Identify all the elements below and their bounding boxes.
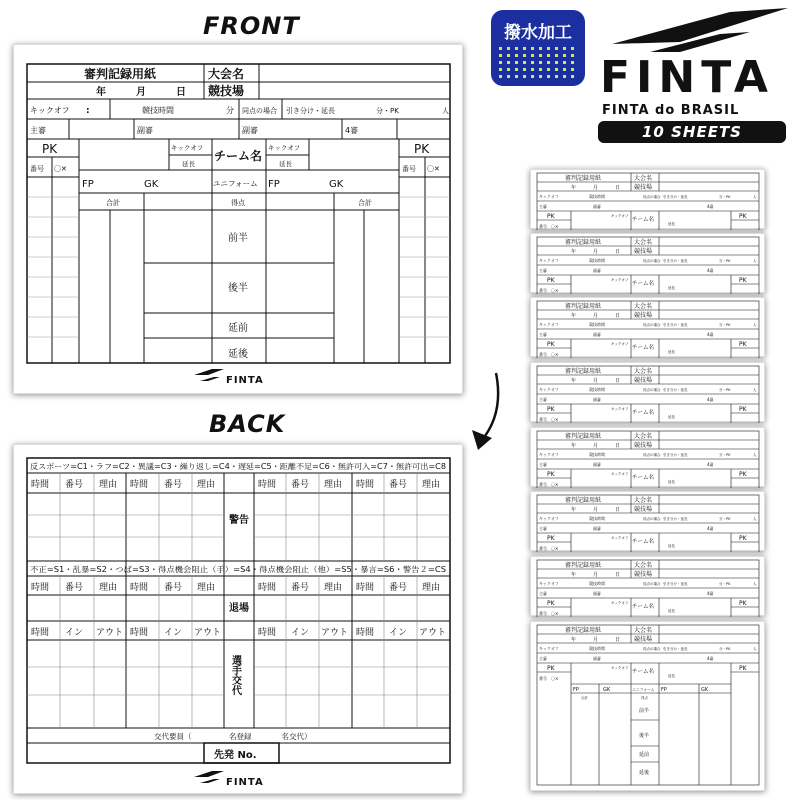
stack-fourth: 4審 (707, 526, 714, 531)
stack-title-right: 大会名 (634, 239, 653, 246)
front-heading: FRONT (203, 12, 300, 40)
stack-day: 日 (615, 572, 621, 578)
caution-codes: 反スポーツ=C1・ラフ=C2・異議=C3・繰り返し=C4・遅延=C5・距離不足=C6・無許可入=C7・無許可出=C8 (30, 462, 420, 471)
stack-year: 年 (571, 443, 577, 449)
stack-venue: 競技場 (634, 377, 653, 384)
back-number-6: 番号 (164, 583, 183, 593)
front-score: 得点 (231, 199, 245, 207)
stack-title-right: 大会名 (634, 497, 653, 504)
stack-assistant: 副審 (593, 268, 601, 273)
stack-number: 番号 (539, 352, 547, 357)
front-second-half: 後半 (228, 283, 248, 294)
stack-ox: 〇✕ (551, 417, 559, 422)
back-number-5: 番号 (65, 583, 84, 593)
stack-ox: 〇✕ (551, 676, 559, 681)
front-team-name: チーム名 (214, 149, 263, 163)
stack-pk-right: PK (739, 471, 747, 478)
stack-draw-ext: 引き分け・延長 (663, 582, 688, 586)
stack-assistant: 副審 (593, 591, 601, 596)
stack-pk-left: PK (547, 341, 555, 348)
front-extension-left: 延長 (182, 160, 195, 168)
stack-day: 日 (615, 443, 621, 449)
stack-pk-left: PK (547, 535, 555, 542)
stack-draw-ext: 引き分け・延長 (663, 323, 688, 327)
stack-tie-case: 同点の場合 (643, 453, 661, 457)
stack-title-right: 大会名 (634, 433, 653, 440)
stack-title-left: 審判記録用紙 (565, 175, 602, 182)
stack-pk-left: PK (547, 406, 555, 413)
stack-title-left: 審判記録用紙 (565, 368, 602, 375)
stack-fourth: 4審 (707, 656, 714, 661)
stack-title-left: 審判記録用紙 (565, 627, 602, 634)
starting-no: 先発 No. (214, 750, 257, 761)
front-ext-first: 延前 (228, 323, 248, 334)
front-kickoff-right: キックオフ (268, 144, 301, 152)
stack-number: 番号 (539, 676, 547, 681)
stack-extension: 延長 (668, 544, 675, 548)
stack-month: 月 (593, 572, 599, 578)
stack-pk-left: PK (547, 665, 555, 672)
stack-people: 人 (753, 259, 757, 263)
stack-fourth: 4審 (707, 462, 714, 467)
stack-draw-ext: 引き分け・延長 (663, 259, 688, 263)
stack-fourth: 4審 (707, 332, 714, 337)
stack-kickoff: キックオフ (539, 516, 559, 521)
stack-kickoff: キックオフ (539, 452, 559, 457)
stack-team-name: チーム名 (632, 539, 655, 545)
stack-score: 得点 (641, 696, 648, 700)
stack-extension: 延長 (668, 415, 675, 419)
stack-pk-right: PK (739, 600, 747, 607)
stack-venue: 競技場 (634, 442, 653, 449)
stack-pk-text: 分・PK (719, 259, 731, 263)
stack-referee: 主審 (539, 204, 547, 209)
stack-team-name: チーム名 (632, 217, 655, 223)
front-ext-second: 延後 (228, 349, 248, 360)
stack-year: 年 (571, 185, 577, 191)
stack-year: 年 (571, 249, 577, 255)
stack-fourth: 4審 (707, 268, 714, 273)
front-people: 人 (442, 107, 449, 115)
stack-kickoff: キックオフ (539, 194, 559, 199)
stack-pk-left: PK (547, 471, 555, 478)
stack-pk-right: PK (739, 535, 747, 542)
back-time-6: 時間 (130, 583, 149, 593)
back-reason-4: 理由 (422, 480, 441, 490)
stack-people: 人 (753, 647, 757, 651)
front-month: 月 (136, 87, 146, 98)
stack-year: 年 (571, 378, 577, 384)
stack-title-right: 大会名 (634, 627, 653, 634)
back-time-3: 時間 (258, 480, 277, 490)
back-number-8: 番号 (389, 583, 408, 593)
stack-first-half: 前半 (639, 708, 650, 714)
brand-subtitle: FINTA do BRASIL (602, 103, 740, 118)
stack-title-left: 審判記録用紙 (565, 433, 602, 440)
back-heading: BACK (209, 410, 286, 438)
stack-title-left: 審判記録用紙 (565, 497, 602, 504)
back-sub-out-2: アウト (194, 628, 222, 638)
back-logo-text: FINTA (226, 777, 264, 788)
stack-pk-text: 分・PK (719, 195, 731, 199)
stacked-sheet (530, 621, 765, 791)
stack-match-time: 競技時間 (589, 516, 605, 521)
stack-match-time: 競技時間 (589, 387, 605, 392)
front-assistant2: 副審 (242, 126, 258, 135)
stack-number: 番号 (539, 611, 547, 616)
stack-draw-ext: 引き分け・延長 (663, 517, 688, 521)
stack-pk-text: 分・PK (719, 388, 731, 392)
front-pk-left: PK (42, 142, 58, 156)
front-extension-right: 延長 (279, 160, 292, 168)
stack-match-time: 競技時間 (589, 258, 605, 263)
front-venue: 競技場 (208, 84, 245, 98)
stack-people: 人 (753, 323, 757, 327)
back-sub-time-2: 時間 (130, 628, 149, 638)
front-match-time: 競技時間 (142, 106, 174, 115)
front-pk-right: PK (414, 142, 430, 156)
stack-kickoff: キックオフ (539, 258, 559, 263)
front-fp-left: FP (82, 179, 94, 190)
stack-venue: 競技場 (634, 636, 653, 643)
stack-assistant: 副審 (593, 332, 601, 337)
stack-total: 合計 (581, 696, 588, 700)
stack-title-right: 大会名 (634, 562, 653, 569)
sheets-count: 10 SHEETS (598, 121, 786, 143)
stack-ox: 〇✕ (551, 546, 559, 551)
back-time-8: 時間 (356, 583, 375, 593)
stack-day: 日 (615, 185, 621, 191)
arrow-icon (466, 368, 506, 458)
front-gk-right: GK (329, 179, 344, 190)
stack-match-time: 競技時間 (589, 646, 605, 651)
front-year: 年 (96, 87, 106, 98)
stack-ext-second: 延後 (639, 770, 650, 776)
stack-month: 月 (593, 313, 599, 319)
stack-match-time: 競技時間 (589, 194, 605, 199)
stack-tie-case: 同点の場合 (643, 195, 661, 199)
back-reason-3: 理由 (324, 480, 343, 490)
stack-kickoff-small: キックオフ (611, 601, 629, 605)
stack-tie-case: 同点の場合 (643, 517, 661, 521)
stack-day: 日 (615, 249, 621, 255)
front-title-left: 審判記録用紙 (84, 67, 157, 81)
stack-assistant: 副審 (593, 204, 601, 209)
stack-ox: 〇✕ (551, 288, 559, 293)
front-total-left: 合計 (106, 199, 120, 207)
stack-month: 月 (593, 378, 599, 384)
stack-match-time: 競技時間 (589, 581, 605, 586)
back-sub-time-3: 時間 (258, 628, 277, 638)
stack-draw-ext: 引き分け・延長 (663, 453, 688, 457)
stack-title-right: 大会名 (634, 368, 653, 375)
stack-people: 人 (753, 388, 757, 392)
stack-title-left: 審判記録用紙 (565, 239, 602, 246)
stack-ext-first: 延前 (639, 752, 650, 758)
stack-pk-right: PK (739, 277, 747, 284)
stacked-sheet (530, 556, 765, 616)
back-sheet-drawing (14, 445, 464, 795)
stack-ox: 〇✕ (551, 482, 559, 487)
stack-month: 月 (593, 507, 599, 513)
back-reason-1: 理由 (99, 480, 118, 490)
front-gk-left: GK (144, 179, 159, 190)
stack-extension: 延長 (668, 286, 675, 290)
back-reason-6: 理由 (197, 583, 216, 593)
stack-kickoff-small: キックオフ (611, 666, 629, 670)
stack-people: 人 (753, 453, 757, 457)
stack-team-name: チーム名 (632, 604, 655, 610)
stack-assistant: 副審 (593, 526, 601, 531)
stack-month: 月 (593, 637, 599, 643)
stack-team-name: チーム名 (632, 475, 655, 481)
stack-assistant: 副審 (593, 656, 601, 661)
front-pk-people: 分・PK (376, 107, 399, 115)
stack-gk: GK (603, 687, 611, 693)
front-number-right: 番号 (402, 165, 416, 173)
stack-kickoff-small: キックオフ (611, 536, 629, 540)
front-assistant: 副審 (137, 126, 153, 135)
front-finta-logo (194, 369, 264, 386)
back-reason-7: 理由 (324, 583, 343, 593)
back-number-1: 番号 (65, 480, 84, 490)
stack-tie-case: 同点の場合 (643, 323, 661, 327)
stack-pk-right: PK (739, 213, 747, 220)
stack-kickoff-small: キックオフ (611, 472, 629, 476)
front-uniform: ユニフォーム (213, 179, 258, 188)
stack-fourth: 4審 (707, 397, 714, 402)
front-total-right: 合計 (358, 199, 372, 207)
back-substitution-label: 選手交代 (229, 655, 241, 695)
stack-kickoff-small: キックオフ (611, 342, 629, 346)
stacked-sheet (530, 169, 765, 229)
stack-pk-text: 分・PK (719, 582, 731, 586)
stack-day: 日 (615, 507, 621, 513)
stack-extension: 延長 (668, 609, 675, 613)
stack-pk-text: 分・PK (719, 517, 731, 521)
stack-month: 月 (593, 443, 599, 449)
stack-kickoff: キックオフ (539, 581, 559, 586)
stack-extension: 延長 (668, 222, 675, 226)
back-sendoff-label: 退場 (229, 603, 249, 614)
stack-kickoff: キックオフ (539, 646, 559, 651)
stack-kickoff-small: キックオフ (611, 278, 629, 282)
front-ox-left: 〇✕ (54, 165, 67, 173)
back-finta-logo (194, 771, 264, 788)
back-reason-5: 理由 (99, 583, 118, 593)
stack-people: 人 (753, 195, 757, 199)
stack-year: 年 (571, 507, 577, 513)
stack-referee: 主審 (539, 268, 547, 273)
back-time-5: 時間 (31, 583, 50, 593)
stack-referee: 主審 (539, 591, 547, 596)
front-sheet (13, 44, 463, 394)
stack-second-half: 後半 (639, 733, 650, 739)
stack-pk-right: PK (739, 341, 747, 348)
water-repellent-badge (491, 10, 585, 86)
stack-extension: 延長 (668, 350, 675, 354)
stack-draw-ext: 引き分け・延長 (663, 647, 688, 651)
brand-name: FINTA (600, 52, 774, 103)
stack-pk-right: PK (739, 406, 747, 413)
back-reason-8: 理由 (422, 583, 441, 593)
stack-year: 年 (571, 572, 577, 578)
stack-team-name: チーム名 (632, 410, 655, 416)
front-day: 日 (176, 87, 186, 98)
front-kickoff-left: キックオフ (171, 144, 204, 152)
back-number-2: 番号 (164, 480, 183, 490)
stack-people: 人 (753, 582, 757, 586)
stack-kickoff: キックオフ (539, 387, 559, 392)
stack-tie-case: 同点の場合 (643, 582, 661, 586)
stack-uniform: ユニフォーム (632, 687, 655, 692)
stack-year: 年 (571, 637, 577, 643)
stack-referee: 主審 (539, 462, 547, 467)
front-kickoff: キックオフ (30, 106, 70, 115)
stacked-sheet (530, 427, 765, 487)
stack-title-left: 審判記録用紙 (565, 562, 602, 569)
front-logo-text: FINTA (226, 375, 264, 386)
stack-pk-text: 分・PK (719, 323, 731, 327)
front-number-left: 番号 (30, 165, 44, 173)
back-reason-2: 理由 (197, 480, 216, 490)
sub-staff: 交代要員（ 名登録 名交代） (154, 732, 312, 741)
stacked-sheet (530, 233, 765, 293)
back-sub-out-1: アウト (96, 628, 124, 638)
front-minutes: 分 (226, 106, 234, 115)
front-draw-ext: 引き分け・延長 (286, 107, 335, 115)
stack-assistant: 副審 (593, 462, 601, 467)
back-sub-in-3: イン (291, 628, 310, 638)
stack-gk-right: GK (701, 687, 709, 693)
back-time-4: 時間 (356, 480, 375, 490)
stack-team-name: チーム名 (632, 281, 655, 287)
back-sheet (13, 444, 463, 794)
stack-referee: 主審 (539, 397, 547, 402)
stack-kickoff: キックオフ (539, 322, 559, 327)
stack-people: 人 (753, 517, 757, 521)
stack-fp-right: FP (661, 687, 667, 693)
stack-ox: 〇✕ (551, 611, 559, 616)
stack-fp: FP (573, 687, 579, 693)
stack-pk-left: PK (547, 277, 555, 284)
back-sub-out-3: アウト (321, 628, 349, 638)
stack-venue: 競技場 (634, 571, 653, 578)
back-time-2: 時間 (130, 480, 149, 490)
back-number-3: 番号 (291, 480, 310, 490)
stack-tie-case: 同点の場合 (643, 388, 661, 392)
stack-venue: 競技場 (634, 184, 653, 191)
stack-month: 月 (593, 185, 599, 191)
stack-title-right: 大会名 (634, 175, 653, 182)
stack-draw-ext: 引き分け・延長 (663, 388, 688, 392)
stack-match-time: 競技時間 (589, 452, 605, 457)
stack-pk-right: PK (739, 665, 747, 672)
stack-extension: 延長 (668, 674, 675, 678)
back-sub-in-2: イン (164, 628, 183, 638)
stack-team-name: チーム名 (632, 669, 655, 675)
back-number-7: 番号 (291, 583, 310, 593)
badge-dots (499, 46, 577, 78)
stack-number: 番号 (539, 288, 547, 293)
stack-kickoff-small: キックオフ (611, 214, 629, 218)
back-sub-in-4: イン (389, 628, 408, 638)
front-colon: : (86, 106, 90, 116)
front-fp-right: FP (268, 179, 280, 190)
front-tie-case: 同点の場合 (242, 107, 277, 115)
stack-pk-left: PK (547, 600, 555, 607)
stack-match-time: 競技時間 (589, 322, 605, 327)
stack-pk-text: 分・PK (719, 453, 731, 457)
stack-ox: 〇✕ (551, 224, 559, 229)
back-caution-label: 警告 (229, 515, 249, 526)
back-sub-time-1: 時間 (31, 628, 50, 638)
stack-number: 番号 (539, 546, 547, 551)
front-referee: 主審 (30, 126, 46, 135)
back-sub-out-4: アウト (419, 628, 447, 638)
front-fourth: 4審 (345, 126, 359, 135)
finta-swoosh-logo (610, 4, 790, 54)
stack-referee: 主審 (539, 332, 547, 337)
stack-assistant: 副審 (593, 397, 601, 402)
stack-number: 番号 (539, 417, 547, 422)
stack-venue: 競技場 (634, 506, 653, 513)
stack-title-left: 審判記録用紙 (565, 303, 602, 310)
stack-fourth: 4審 (707, 204, 714, 209)
stack-ox: 〇✕ (551, 352, 559, 357)
stacked-sheet (530, 491, 765, 551)
stack-number: 番号 (539, 482, 547, 487)
stack-tie-case: 同点の場合 (643, 647, 661, 651)
stack-day: 日 (615, 637, 621, 643)
stack-year: 年 (571, 313, 577, 319)
stack-number: 番号 (539, 224, 547, 229)
stack-extension: 延長 (668, 480, 675, 484)
stack-day: 日 (615, 378, 621, 384)
stack-referee: 主審 (539, 526, 547, 531)
back-time-1: 時間 (31, 480, 50, 490)
back-time-7: 時間 (258, 583, 277, 593)
back-sub-in-1: イン (65, 628, 84, 638)
stack-kickoff-small: キックオフ (611, 407, 629, 411)
front-ox-right: 〇✕ (427, 165, 440, 173)
stack-venue: 競技場 (634, 312, 653, 319)
stack-month: 月 (593, 249, 599, 255)
stack-referee: 主審 (539, 656, 547, 661)
back-number-4: 番号 (389, 480, 408, 490)
stacked-sheet (530, 297, 765, 357)
stack-pk-left: PK (547, 213, 555, 220)
badge-label: 撥水加工 (504, 23, 572, 43)
front-first-half: 前半 (228, 233, 248, 244)
stack-draw-ext: 引き分け・延長 (663, 195, 688, 199)
stack-day: 日 (615, 313, 621, 319)
stack-tie-case: 同点の場合 (643, 259, 661, 263)
front-title-right: 大会名 (208, 67, 245, 81)
stack-fourth: 4審 (707, 591, 714, 596)
stacked-sheet (530, 362, 765, 422)
back-sub-time-4: 時間 (356, 628, 375, 638)
sendoff-codes: 不正=S1・乱暴=S2・つば=S3・得点機会阻止（手）=S4・得点機会阻止（他）=S5・暴言=S6・警告２=CS (30, 565, 409, 574)
front-sheet-drawing (14, 45, 464, 395)
stack-venue: 競技場 (634, 248, 653, 255)
stack-title-right: 大会名 (634, 303, 653, 310)
stack-pk-text: 分・PK (719, 647, 731, 651)
stack-team-name: チーム名 (632, 345, 655, 351)
